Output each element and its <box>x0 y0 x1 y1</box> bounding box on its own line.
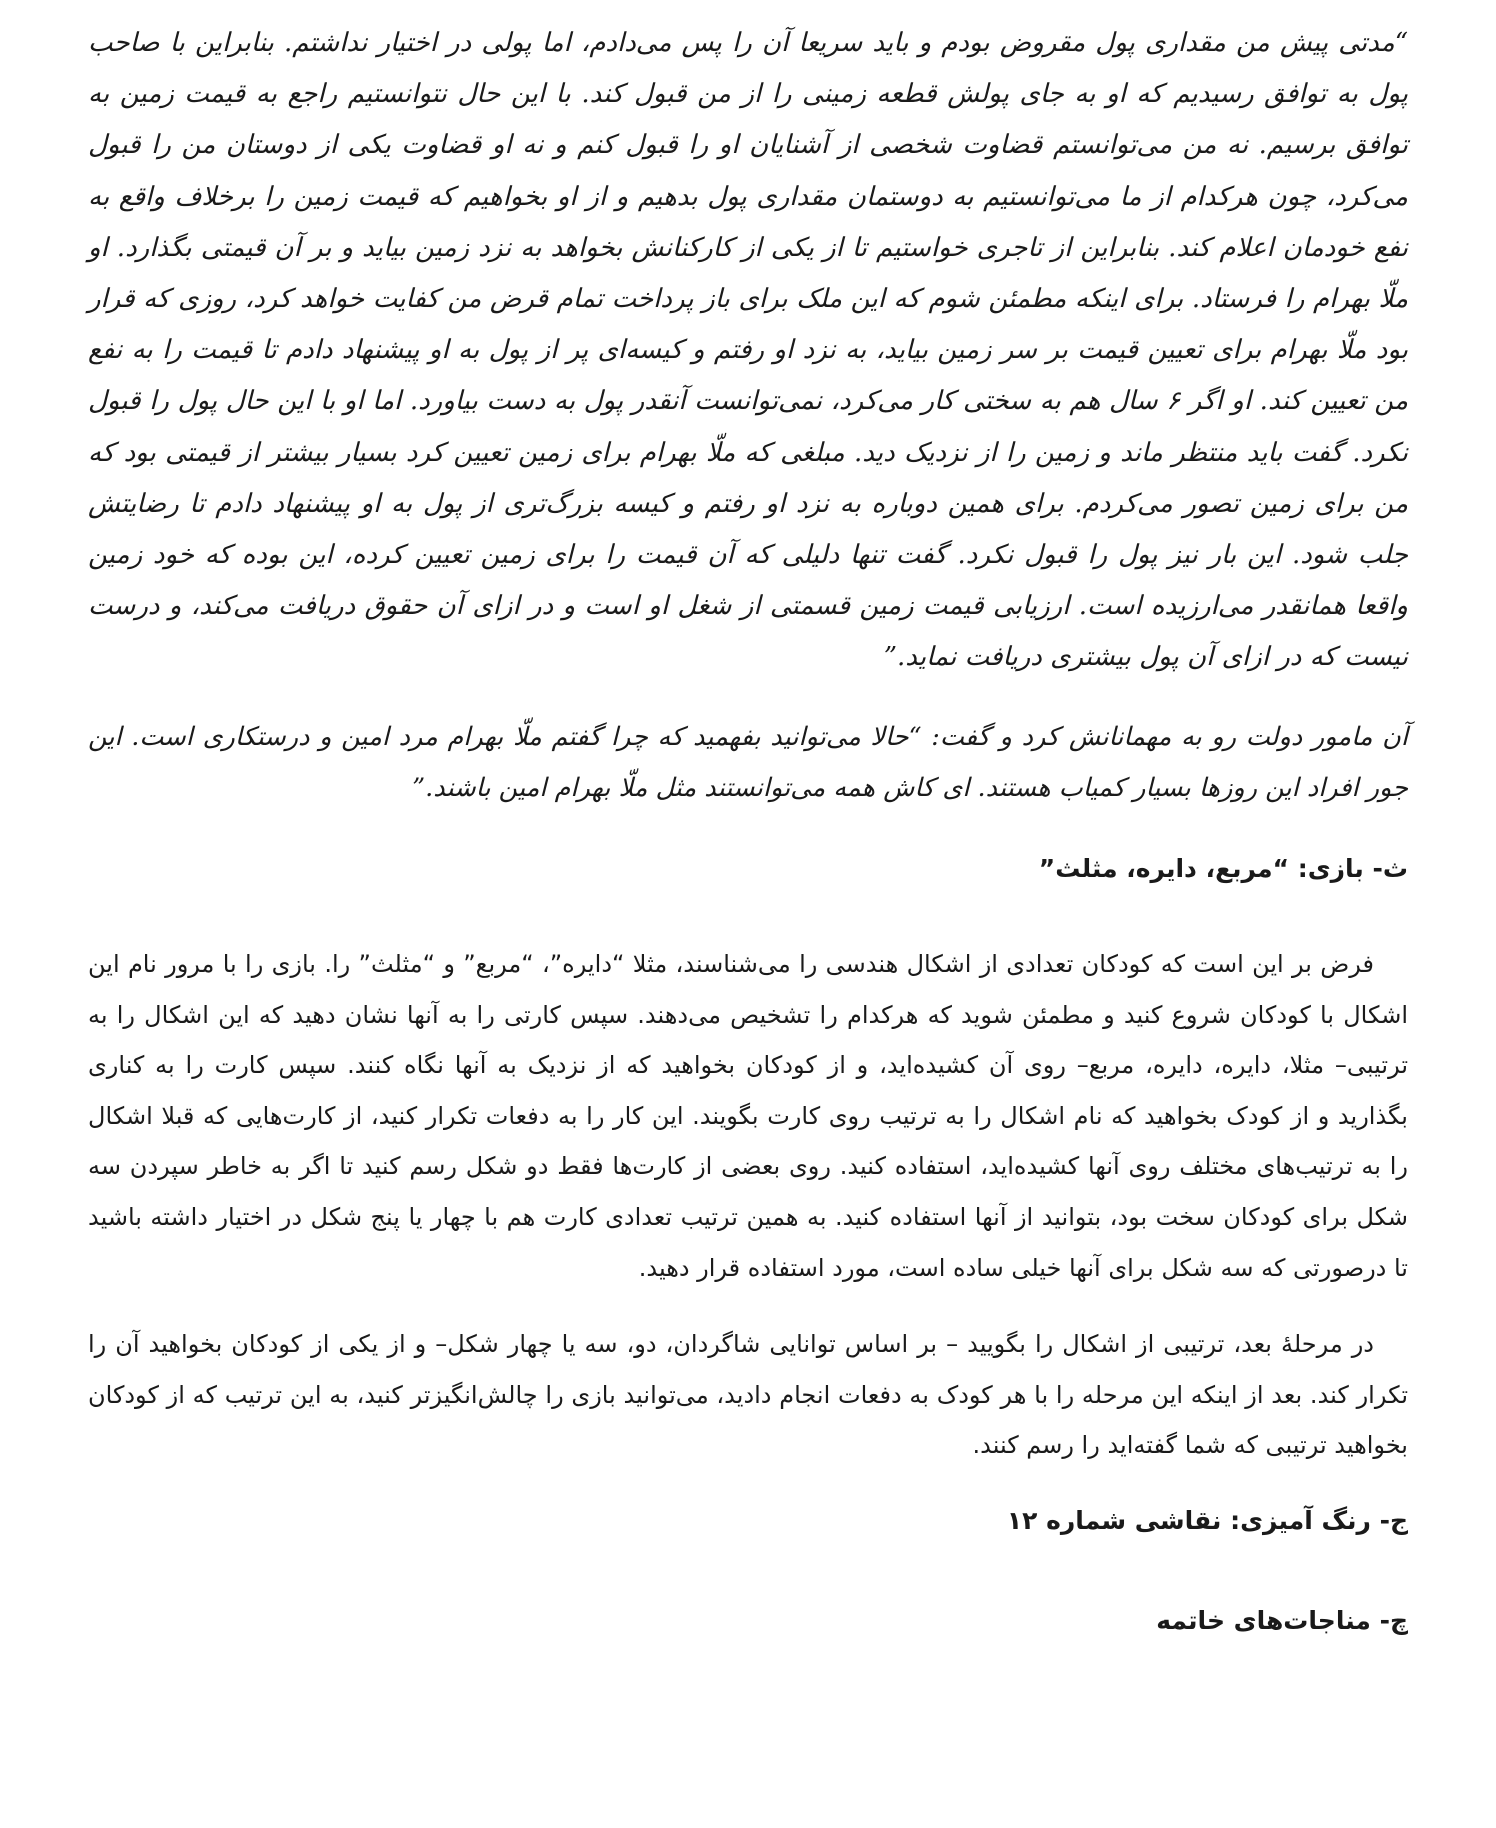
section-heading-coloring: ج- رنگ آمیزی: نقاشی شماره ۱۲ <box>1006 1505 1408 1535</box>
story-quote-paragraph: “مدتی پیش من مقداری پول مقروض بودم و باید سریعا آن را پس می‌دادم، اما پولی در اختیار نداشتم. بنابراین با صاحب پول به توافق رسیدیم که او به جای پولش قطعه زمینی را از من قبول کند. با این حال نتوانستیم راجع به قیمت زمین به توافق برسیم. نه من می‌توانستم قضاوت شخصی از آشنایان او را قبول کنم و نه او قضاوت یکی از دوستان من را قبول می‌کرد، چون هرکدام از ما می‌توانستیم به دوستمان مقداری پول بدهیم و از او بخواهیم که قیمت زمین را برخلاف واقع به نفع خودمان اعلام کند. بنابراین از تاجری خواستیم تا از یکی از کارکنانش بخواهد به نزد زمین بیاید و بر آن قیمتی بگذارد. او ملّا بهرام را فرستاد. برای اینکه مطمئن شوم که این ملک برای باز پرداخت تمام قرض من کفایت خواهد کرد، روزی که قرار بود ملّا بهرام برای تعیین قیمت بر سر زمین بیاید، به نزد او رفتم و کیسه‌ای پر از پول به او پیشنهاد دادم تا قیمت را به نفع من تعیین کند. او اگر ۶ سال هم به سختی کار می‌کرد، نمی‌توانست آنقدر پول به دست بیاورد. اما او با این حال پول را قبول نکرد. گفت باید منتظر ماند و زمین را از نزدیک دید. مبلغی که ملّا بهرام برای زمین تعیین کرد بسیار بیشتر از قیمتی بود که من برای زمین تصور می‌کردم. برای همین دوباره به نزد او رفتم و کیسه بزرگ‌تری از پول به او پیشنهاد دادم تا رضایتش جلب شود. این بار نیز پول را قبول نکرد. گفت تنها دلیلی که آن قیمت را برای زمین تعیین کرده، این بوده که خود زمین واقعا همانقدر می‌ارزیده است. ارزیابی قیمت زمین قسمتی از شغل او است و در ازای آن حقوق دریافت می‌کند، و درست نیست که در ازای آن پول بیشتری دریافت نماید.” <box>88 28 1408 673</box>
game-next-step-paragraph: در مرحلۀ بعد، ترتیبی از اشکال را بگویید – بر اساس توانایی شاگردان، دو، سه یا چهار شکل– و از یکی از کودکان بخواهید آن را تکرار کند. بعد از اینکه این مرحله را با هر کودک به دفعات انجام دادید، می‌توانید بازی را چالش‌انگیزتر کنید، به این ترتیب که از کودکان بخواهید ترتیبی که شما گفته‌اید را رسم کنند. <box>88 1330 1408 1460</box>
document-page <box>88 18 1408 1641</box>
game-instructions-paragraph: فرض بر این است که کودکان تعدادی از اشکال هندسی را می‌شناسند، مثلا “دایره”، “مربع” و “مثلث” را. بازی را با مرور نام این اشکال با کودکان شروع کنید و مطمئن شوید که هرکدام را تشخیص می‌دهند. سپس کارتی را به آنها نشان دهید که این اشکال را به ترتیبی– مثلا، دایره، دایره، مربع– روی آن کشیده‌اید، و از کودکان بخواهید که از نزدیک به آنها نگاه کنند. سپس کارت را به کناری بگذارید و از کودک بخواهید که نام اشکال را به ترتیب روی کارت بگویند. این کار را به دفعات تکرار کنید، از کارت‌هایی که قبلا اشکال را به ترتیب‌های مختلف روی آنها کشیده‌اید، استفاده کنید. روی بعضی از کارت‌ها فقط دو شکل رسم کنید تا اگر به خاطر سپردن سه شکل برای کودکان سخت بود، بتوانید از آنها استفاده کنید. به همین ترتیب تعدادی کارت هم با چهار یا پنج شکل در اختیار داشته باشید تا درصورتی که سه شکل برای آنها خیلی ساده است، مورد استفاده قرار دهید. <box>88 950 1408 1282</box>
section-heading-prayers: چ- مناجات‌های خاتمه <box>1156 1605 1408 1635</box>
official-quote-paragraph: آن مامور دولت رو به مهمانانش کرد و گفت: “حالا می‌توانید بفهمید که چرا گفتم ملّا بهرام مرد امین و درستکاری است. این جور افراد این روزها بسیار کمیاب هستند. ای کاش همه می‌توانستند مثل ملّا بهرام امین باشند.” <box>88 721 1408 803</box>
section-heading-game: ث- بازی: “مربع، دایره، مثلث” <box>1038 854 1408 884</box>
